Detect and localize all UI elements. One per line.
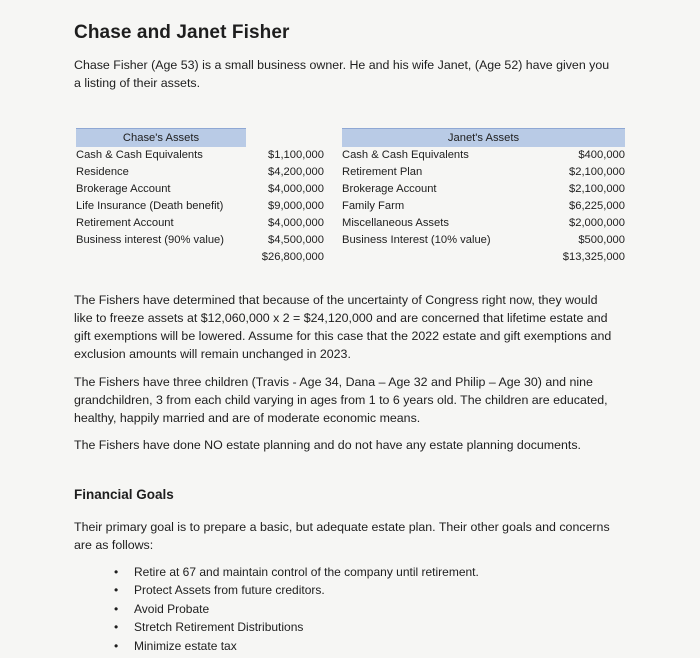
goal-text: Avoid Probate	[134, 601, 210, 616]
chase-assets-table	[76, 128, 324, 266]
asset-value: $2,000,000	[569, 217, 625, 229]
table-row	[76, 147, 324, 164]
freeze-assets-paragraph: The Fishers have determined that because of the uncertainty of Congress right now, they would like to freeze assets at $12,060,000 x 2 = $24,120,000 and are concerned that lifetime estate and gift exemptions will be lowered. Assume for this case that the 2022 estate and gift exemptions and exclusion amounts will remain unchanged in 2023.	[74, 293, 612, 361]
asset-value: $2,100,000	[569, 166, 625, 178]
bullet-icon: •	[114, 565, 119, 579]
bullet-icon: •	[114, 583, 119, 598]
goals-list	[112, 563, 479, 655]
asset-value: $400,000	[578, 149, 625, 161]
list-item	[112, 600, 479, 618]
asset-label: Miscellaneous Assets	[342, 217, 449, 229]
asset-label: Business Interest (10% value)	[342, 234, 491, 246]
goal-text: Retire at 67 and maintain control of the company until retirement.	[134, 565, 479, 579]
list-item	[112, 563, 479, 581]
table-row	[342, 215, 625, 232]
asset-value: $4,000,000	[268, 183, 324, 195]
bullet-icon: •	[114, 638, 119, 653]
asset-label: Brokerage Account	[342, 183, 437, 195]
goals-intro-paragraph: Their primary goal is to prepare a basic, but adequate estate plan. Their other goals and concerns are as follows:	[74, 520, 610, 552]
asset-value: $6,225,000	[569, 200, 625, 212]
estate-planning-paragraph: The Fishers have done NO estate planning and do not have any estate planning documents.	[74, 438, 581, 452]
table-row	[342, 164, 625, 181]
asset-label: Retirement Account	[76, 217, 174, 229]
asset-value: $2,100,000	[569, 183, 625, 195]
chase-assets-header: Chase's Assets	[76, 128, 246, 147]
asset-value: $9,000,000	[268, 200, 324, 212]
goal-text: Stretch Retirement Distributions	[134, 620, 304, 635]
janet-assets-header: Janet's Assets	[342, 128, 625, 147]
page-title: Chase and Janet Fisher	[74, 22, 290, 43]
list-item	[112, 637, 479, 655]
table-row	[342, 147, 625, 164]
intro-paragraph: Chase Fisher (Age 53) is a small business owner. He and his wife Janet, (Age 52) have given you a listing of their assets.	[74, 58, 610, 90]
goal-text: Minimize estate tax	[134, 638, 237, 653]
asset-label: Family Farm	[342, 200, 405, 212]
asset-label: Life Insurance (Death benefit)	[76, 200, 224, 212]
table-row	[76, 181, 324, 198]
asset-value: $4,500,000	[268, 234, 324, 246]
table-row	[342, 181, 625, 198]
table-row	[76, 164, 324, 181]
asset-label: Business interest (90% value)	[76, 234, 224, 246]
asset-label: Brokerage Account	[76, 183, 171, 195]
table-row	[342, 232, 625, 249]
janet-assets-table	[342, 128, 625, 266]
total-value: $13,325,000	[562, 251, 625, 263]
asset-label: Cash & Cash Equivalents	[76, 149, 203, 161]
children-paragraph: The Fishers have three children (Travis - Age 34, Dana – Age 32 and Philip – Age 30) and nine grandchildren, 3 from each child varying in ages from 1 to 6 years old. The children are educated, healthy, happily married and are of moderate economic means.	[74, 375, 608, 425]
list-item	[112, 581, 479, 599]
asset-value: $1,100,000	[268, 149, 324, 161]
total-row	[76, 249, 324, 266]
asset-label: Retirement Plan	[342, 166, 423, 178]
asset-value: $500,000	[578, 234, 625, 246]
financial-goals-heading: Financial Goals	[74, 487, 174, 502]
asset-label: Cash & Cash Equivalents	[342, 149, 469, 161]
total-value: $26,800,000	[261, 251, 324, 263]
table-row	[76, 215, 324, 232]
asset-label: Residence	[76, 166, 129, 178]
asset-value: $4,200,000	[268, 166, 324, 178]
list-item	[112, 618, 479, 636]
bullet-icon: •	[114, 601, 119, 616]
goal-text: Protect Assets from future creditors.	[134, 583, 325, 598]
table-row	[76, 232, 324, 249]
bullet-icon: •	[114, 620, 119, 635]
total-row	[342, 249, 625, 266]
table-row	[76, 198, 324, 215]
table-row	[342, 198, 625, 215]
asset-value: $4,000,000	[268, 217, 324, 229]
